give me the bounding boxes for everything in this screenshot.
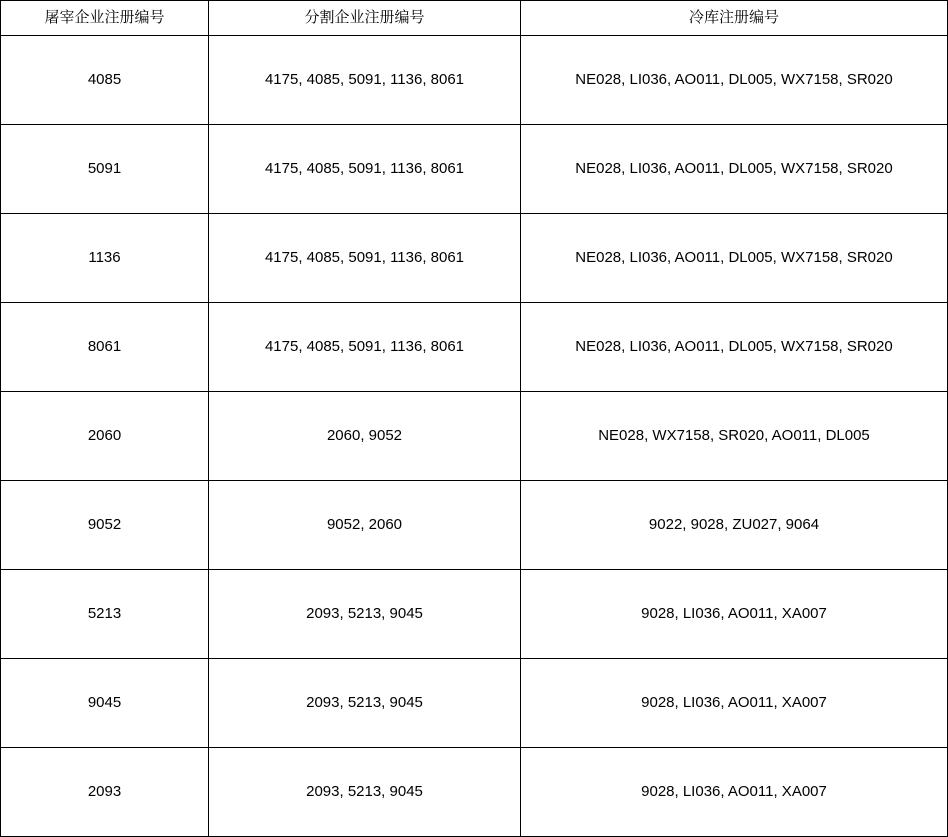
- cell-cutting: 2093, 5213, 9045: [209, 659, 521, 748]
- column-header-slaughter: 屠宰企业注册编号: [1, 1, 209, 36]
- cell-cold-storage: 9028, LI036, AO011, XA007: [521, 659, 948, 748]
- cell-slaughter: 2060: [1, 392, 209, 481]
- cell-cold-storage: NE028, LI036, AO011, DL005, WX7158, SR020: [521, 303, 948, 392]
- cell-cutting: 2093, 5213, 9045: [209, 570, 521, 659]
- cell-cutting: 4175, 4085, 5091, 1136, 8061: [209, 214, 521, 303]
- cell-slaughter: 1136: [1, 214, 209, 303]
- table-row: [1, 36, 948, 125]
- column-header-cold-storage: 冷库注册编号: [521, 1, 948, 36]
- table-row: [1, 303, 948, 392]
- cell-slaughter: 8061: [1, 303, 209, 392]
- table-row: [1, 748, 948, 837]
- cell-slaughter: 4085: [1, 36, 209, 125]
- cell-cutting: 4175, 4085, 5091, 1136, 8061: [209, 36, 521, 125]
- table-row: [1, 392, 948, 481]
- cell-cold-storage: 9028, LI036, AO011, XA007: [521, 570, 948, 659]
- cell-cutting: 4175, 4085, 5091, 1136, 8061: [209, 125, 521, 214]
- table-header: [1, 1, 948, 36]
- cell-cold-storage: NE028, LI036, AO011, DL005, WX7158, SR020: [521, 36, 948, 125]
- cell-cold-storage: NE028, LI036, AO011, DL005, WX7158, SR020: [521, 214, 948, 303]
- cell-cutting: 2093, 5213, 9045: [209, 748, 521, 837]
- cell-cold-storage: 9028, LI036, AO011, XA007: [521, 748, 948, 837]
- table-row: [1, 570, 948, 659]
- cell-slaughter: 2093: [1, 748, 209, 837]
- cell-cold-storage: NE028, LI036, AO011, DL005, WX7158, SR020: [521, 125, 948, 214]
- table-header-row: [1, 1, 948, 36]
- column-header-cutting: 分割企业注册编号: [209, 1, 521, 36]
- cell-slaughter: 9045: [1, 659, 209, 748]
- table-row: [1, 481, 948, 570]
- cell-cutting: 2060, 9052: [209, 392, 521, 481]
- cell-slaughter: 5091: [1, 125, 209, 214]
- table-row: [1, 125, 948, 214]
- cell-cold-storage: 9022, 9028, ZU027, 9064: [521, 481, 948, 570]
- cell-slaughter: 9052: [1, 481, 209, 570]
- cell-cutting: 4175, 4085, 5091, 1136, 8061: [209, 303, 521, 392]
- cell-slaughter: 5213: [1, 570, 209, 659]
- table-body: [1, 36, 948, 837]
- table-row: [1, 214, 948, 303]
- table-row: [1, 659, 948, 748]
- cell-cold-storage: NE028, WX7158, SR020, AO011, DL005: [521, 392, 948, 481]
- cell-cutting: 9052, 2060: [209, 481, 521, 570]
